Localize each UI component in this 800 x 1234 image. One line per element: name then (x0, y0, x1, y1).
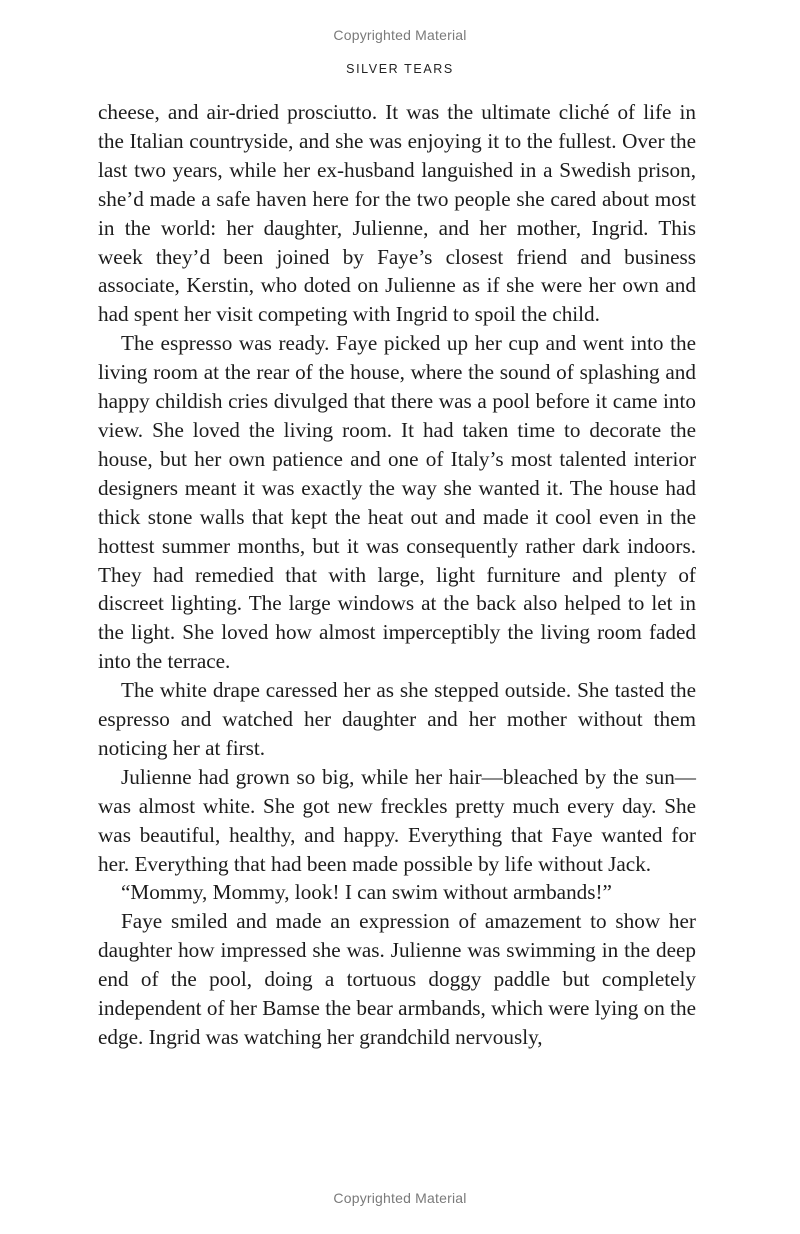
paragraph: Faye smiled and made an expression of amazement to show her daughter how impressed she was. Julienne was swimming in the deep end of the pool, doing a tortuous doggy paddle but completely independent of her Bamse the bear armbands, which were lying on the edge. Ingrid was watching her grandchild nervously, (98, 909, 696, 1049)
copyright-watermark-bottom: Copyrighted Material (333, 1190, 467, 1206)
paragraph: “Mommy, Mommy, look! I can swim without armbands!” (121, 880, 612, 905)
paragraph: The white drape caressed her as she stepped outside. She tasted the espresso and watched her daughter and her mother without them noticing her at first. (98, 678, 696, 760)
paragraph: The espresso was ready. Faye picked up her cup and went into the living room at the rear of the house, where the sound of splashing and happy childish cries divulged that there was a pool before it came into view. She loved the living room. It had taken time to decorate the house, but her own patience and one of Italy’s most talented interior designers meant it was exactly the way she wanted it. The house had thick stone walls that kept the heat out and made it cool even in the hottest summer months, but it was consequently rather dark indoors. They had remedied that with large, light furniture and plenty of discreet lighting. The large windows at the back also helped to let in the light. She loved how almost imperceptibly the living room faded into the terrace. (98, 331, 696, 674)
paragraph: cheese, and air-dried prosciutto. It was the ultimate cliché of life in the Italian countryside, and she was enjoying it to the fullest. Over the last two years, while her ex-husband languished in a Swedish prison, she’d made a safe haven here for the two people she cared about most in the world: her daughter, Julienne, and her mother, Ingrid. This week they’d been joined by Faye’s closest friend and business associate, Kerstin, who doted on Julienne as if she were her own and had spent her visit competing with Ingrid to spoil the child. (98, 100, 696, 327)
paragraph: Julienne had grown so big, while her hair—bleached by the sun—was almost white. She got new freckles pretty much every day. She was beautiful, healthy, and happy. Everything that Faye wanted for her. Everything that had been made possible by life without Jack. (98, 764, 696, 876)
body-text (98, 98, 696, 1052)
running-head: SILVER TEARS (346, 62, 454, 76)
copyright-watermark-top: Copyrighted Material (333, 27, 467, 43)
